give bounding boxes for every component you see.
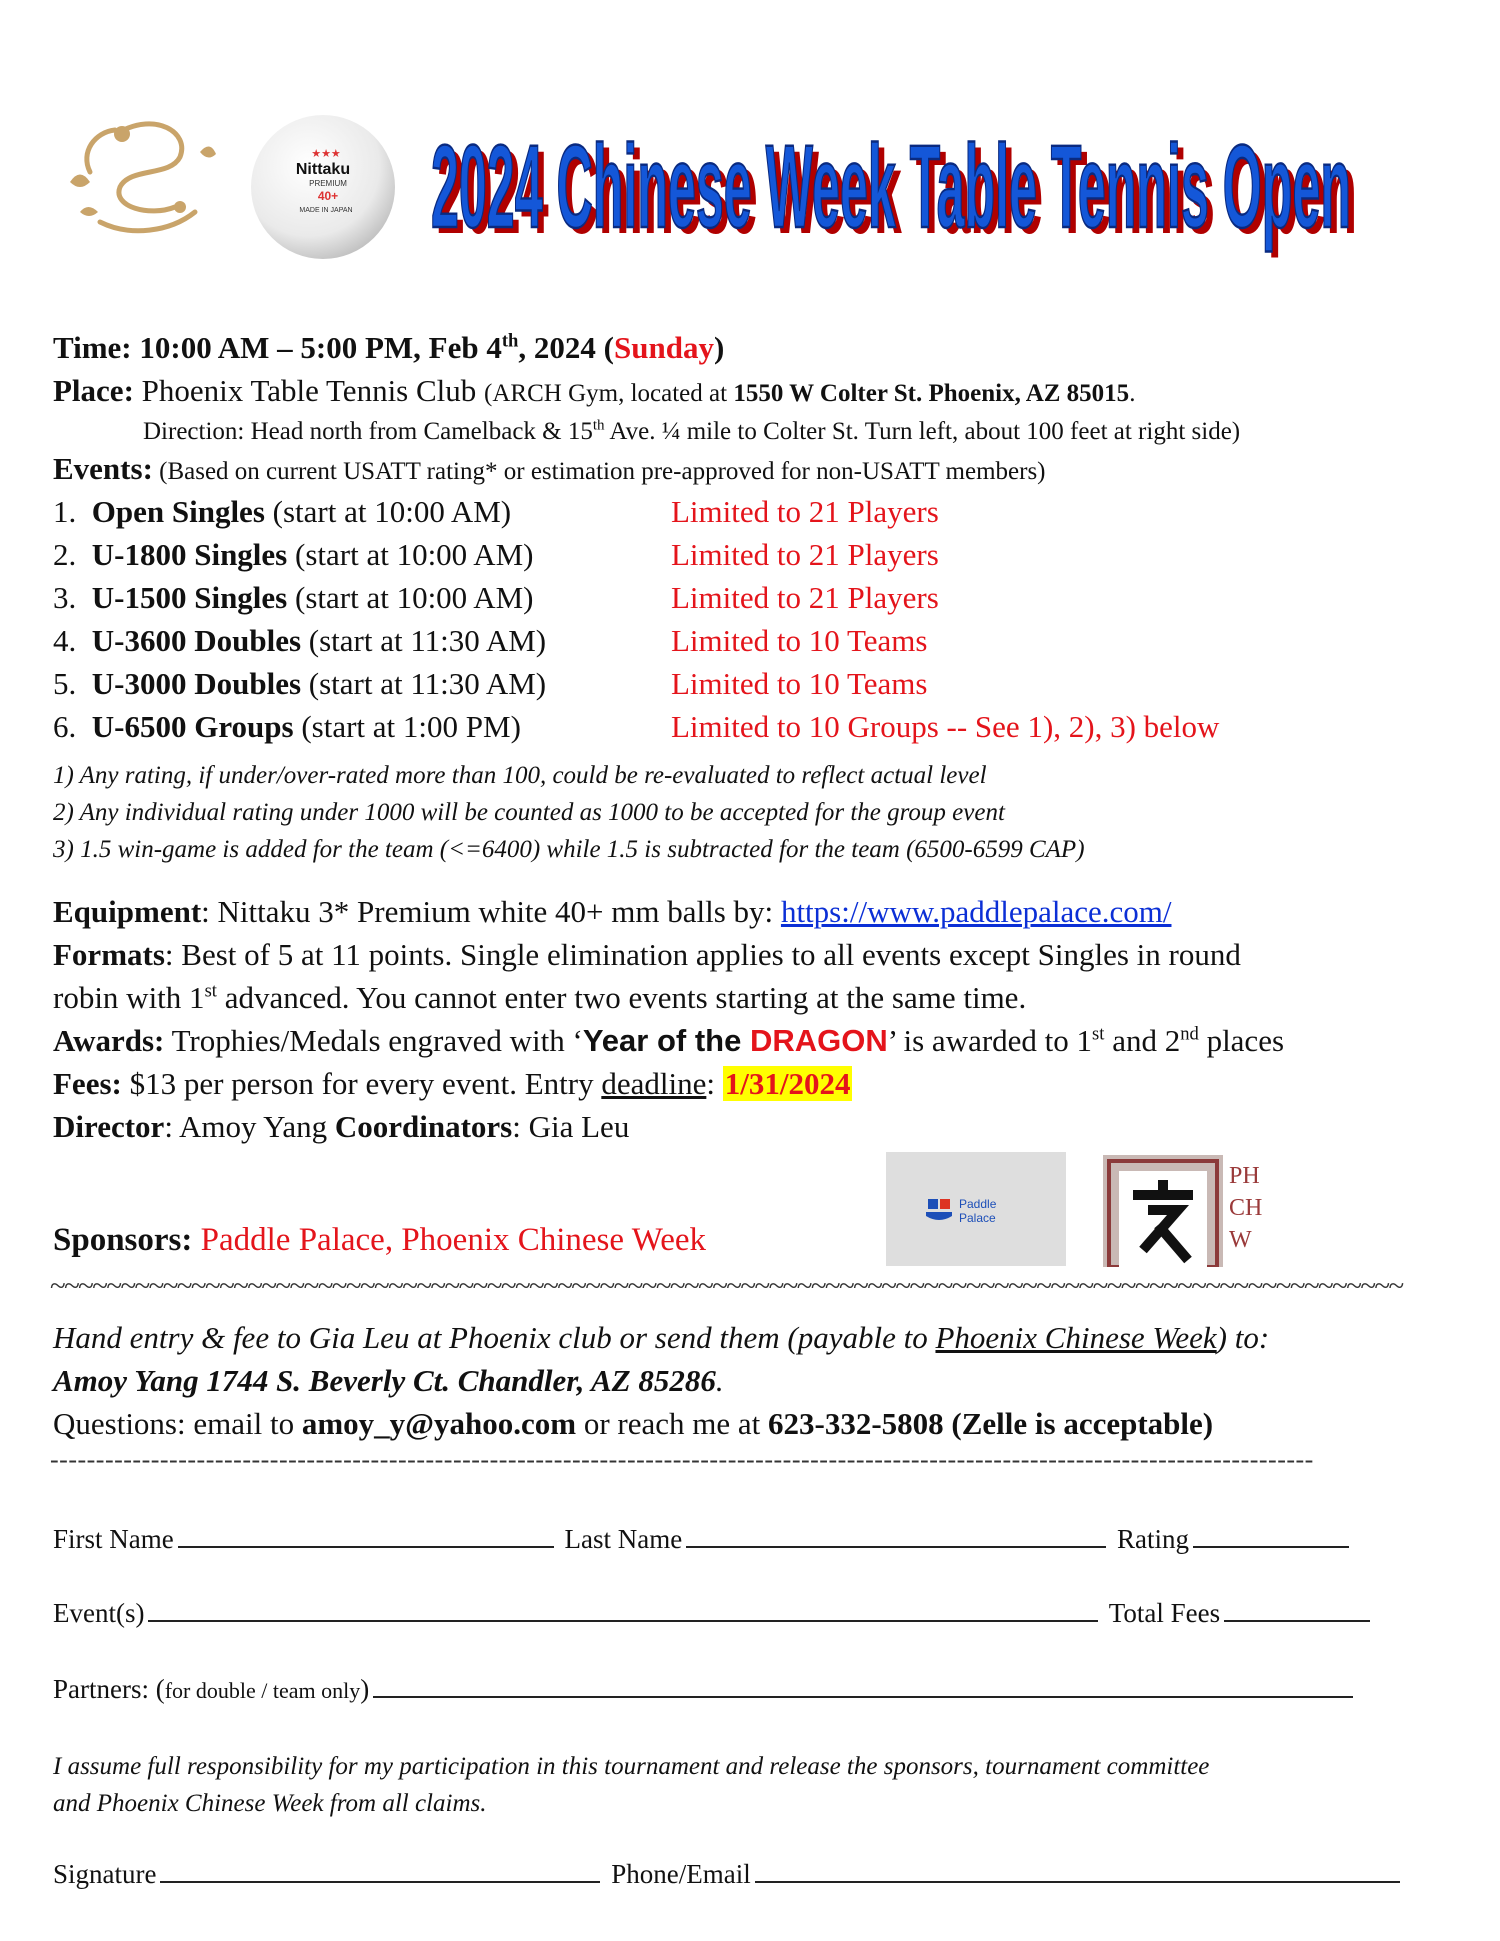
event-item: 4. U-3600 Doubles (start at 11:30 AM) Limited to 10 Teams [53, 623, 928, 658]
venue-address: 1550 W Colter St. Phoenix, AZ 85015 [733, 380, 1130, 407]
event-item: 2. U-1800 Singles (start at 10:00 AM) Limited to 21 Players [53, 537, 939, 572]
dragon-label: DRAGON [749, 1023, 888, 1058]
ball-size: 40+ [317, 189, 339, 203]
signature-field[interactable] [160, 1857, 600, 1883]
note-1: 1) Any rating, if under/over-rated more than 100, could be re-evaluated to reflect actual level [53, 762, 987, 789]
svg-text:Palace: Palace [959, 1211, 996, 1225]
first-name-field[interactable] [178, 1522, 554, 1548]
event-limit: Limited to 10 Groups -- See 1), 2), 3) below [671, 709, 1220, 744]
mailing-address: Amoy Yang 1744 S. Beverly Ct. Chandler, AZ 85286. [53, 1363, 724, 1398]
sponsors-line: Sponsors: Paddle Palace, Phoenix Chinese Week [53, 1222, 707, 1258]
formats-line: Formats: Best of 5 at 11 points. Single elimination applies to all events except Singles in round [53, 937, 1241, 972]
event-limit: Limited to 10 Teams [671, 666, 928, 701]
contact-email: amoy_y@yahoo.com [301, 1406, 577, 1441]
event-item: 6. U-6500 Groups (start at 1:00 PM) Limited to 10 Groups -- See 1), 2), 3) below [53, 709, 1220, 744]
contact-phone: 623-332-5808 (Zelle is acceptable) [768, 1406, 1214, 1441]
rating-field[interactable] [1193, 1522, 1349, 1548]
events-row: Event(s) Total Fees [53, 1596, 1374, 1629]
svg-text:★★★: ★★★ [311, 148, 341, 160]
note-2: 2) Any individual rating under 1000 will be counted as 1000 to be accepted for the group event [53, 799, 1005, 826]
questions-line: Questions: email to amoy_y@yahoo.com or reach me at 623-332-5808 (Zelle is acceptable) [53, 1406, 1214, 1441]
event-item: 3. U-1500 Singles (start at 10:00 AM) Limited to 21 Players [53, 580, 939, 615]
waiver-text: I assume full responsibility for my participation in this tournament and release the sponsors, tournament committee and Phoenix Chinese Week from all claims. [53, 1753, 1210, 1817]
events-heading: Events: (Based on current USATT rating* or estimation pre-approved for non-USATT members) [53, 451, 1046, 486]
ball-brand: Nittaku [295, 161, 351, 178]
awards-line: Awards: Trophies/Medals engraved with ‘Year of the DRAGON’ is awarded to 1st and 2nd places [53, 1023, 1285, 1058]
place-line: Place: Phoenix Table Tennis Club (ARCH Gym, located at 1550 W Colter St. Phoenix, AZ 85015. [53, 373, 1136, 408]
page-title [425, 112, 1425, 262]
signature-row: Signature Phone/Email [53, 1857, 1404, 1890]
name-row: First Name Last Name Rating [53, 1522, 1353, 1555]
svg-text:CH: CH [1229, 1195, 1263, 1221]
partners-field[interactable] [373, 1672, 1353, 1698]
dragon-logo [60, 112, 218, 242]
svg-text:2024 Chinese Week Table Tennis: 2024 Chinese Week Table Tennis Open [437, 126, 1357, 259]
event-limit: Limited to 21 Players [671, 580, 939, 615]
tilde-divider: ~~~~~~~~~~~~~~~~~~~~~~~~~~~~~~~~~~~~~~~~~~~~~~~~~~~~~~~~~~~~~~~~~~~~~~~~~~~~~~~~~~~~~~~~~~~~~~~~ [50, 1270, 1403, 1302]
svg-text:2024 Chinese Week Table Tennis: 2024 Chinese Week Table Tennis Open [431, 120, 1351, 253]
event-day: Sunday [613, 330, 714, 365]
phoenix-chinese-week-logo [1103, 1155, 1300, 1267]
events-field[interactable] [148, 1596, 1098, 1622]
last-name-field[interactable] [686, 1522, 1106, 1548]
fees-line: Fees: $13 per person for every event. Entry deadline: 1/31/2024 [53, 1066, 851, 1101]
ping-pong-ball-icon [248, 112, 398, 262]
svg-text:W: W [1229, 1227, 1252, 1253]
total-fees-field[interactable] [1224, 1596, 1370, 1622]
svg-text:PH: PH [1229, 1163, 1260, 1189]
ball-grade: PREMIUM [309, 179, 347, 188]
directions: Direction: Head north from Camelback & 15th Ave. ¼ mile to Colter St. Turn left, about 100 feet at right side) [143, 417, 1241, 445]
paddlepalace-link[interactable]: https://www.paddlepalace.com/ [780, 894, 1172, 929]
paddle-palace-logo [886, 1152, 1066, 1266]
event-limit: Limited to 10 Teams [671, 623, 928, 658]
formats-line-2: robin with 1st advanced. You cannot enter two events starting at the same time. [53, 980, 1027, 1015]
staff-line: Director: Amoy Yang Coordinators: Gia Leu [53, 1109, 630, 1144]
event-limit: Limited to 21 Players [671, 494, 939, 529]
deadline-date: 1/31/2024 [724, 1066, 851, 1101]
phone-email-field[interactable] [755, 1857, 1400, 1883]
event-notes [53, 757, 1085, 868]
svg-text:Paddle: Paddle [959, 1197, 997, 1211]
note-3: 3) 1.5 win-game is added for the team (<=6400) while 1.5 is subtracted for the team (6500-6599 CAP) [53, 836, 1085, 863]
entry-instructions: Hand entry & fee to Gia Leu at Phoenix club or send them (payable to Phoenix Chinese Week) to: [53, 1320, 1270, 1355]
partners-row: Partners: (for double / team only) [53, 1672, 1357, 1705]
time-line: Time: 10:00 AM – 5:00 PM, Feb 4th, 2024 (Sunday) [53, 330, 725, 365]
event-item: 1. Open Singles (start at 10:00 AM) Limited to 21 Players [53, 494, 939, 529]
equipment-line: Equipment: Nittaku 3* Premium white 40+ mm balls by: https://www.paddlepalace.com/ [53, 894, 1172, 929]
event-item: 5. U-3000 Doubles (start at 11:30 AM) Limited to 10 Teams [53, 666, 928, 701]
ball-origin: MADE IN JAPAN [299, 207, 353, 214]
dash-divider: ------------------------------------------------------------------------------------------------------------------------------------------ [50, 1445, 1314, 1474]
event-limit: Limited to 21 Players [671, 537, 939, 572]
